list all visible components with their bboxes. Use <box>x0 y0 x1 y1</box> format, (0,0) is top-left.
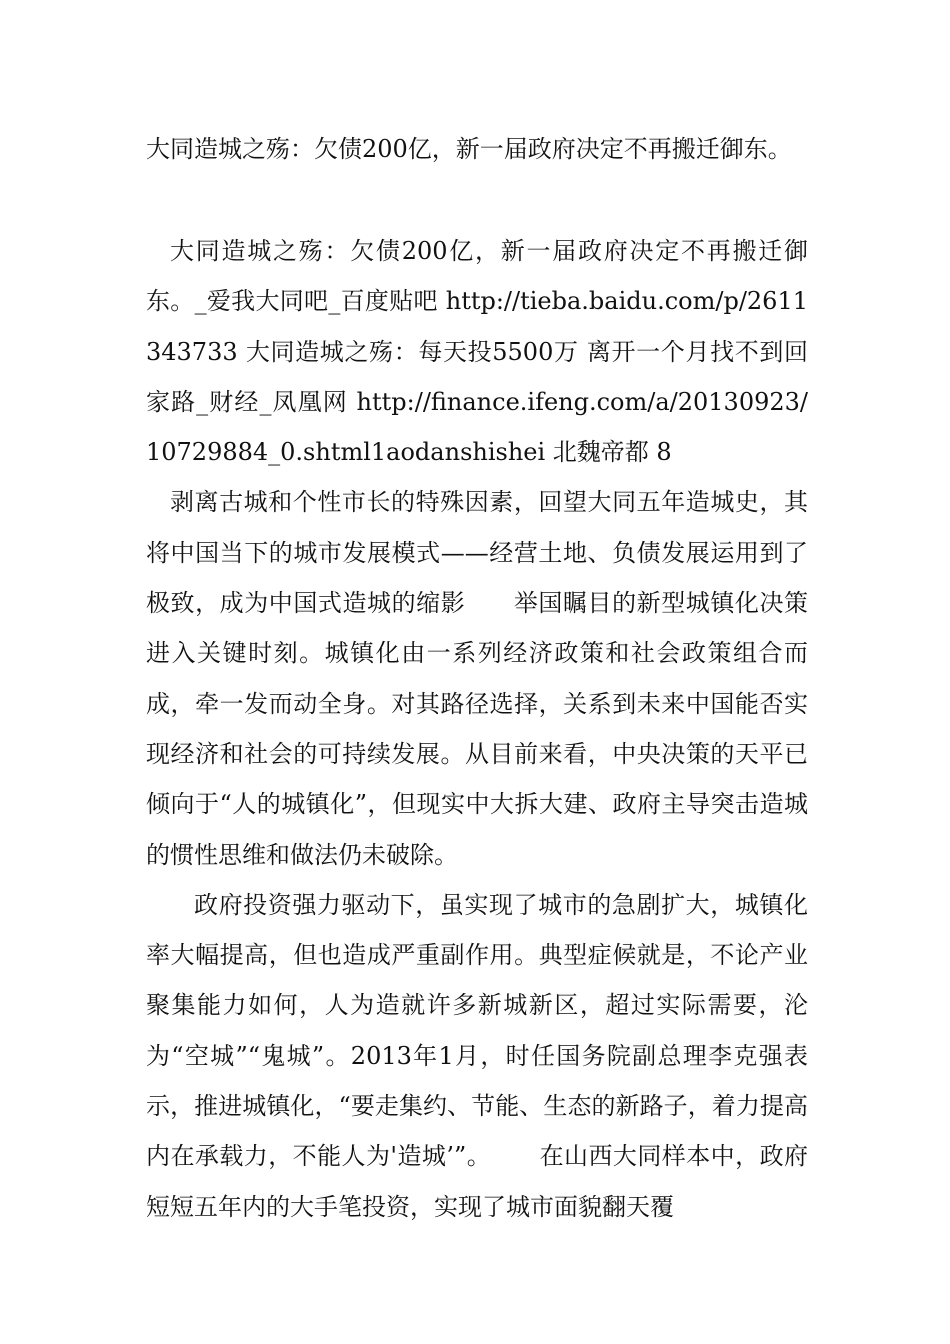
paragraph-sources: 大同造城之殇：欠债200亿，新一届政府决定不再搬迁御东。_爱我大同吧_百度贴吧 http://tieba.baidu.com/p/2611343733 大同造城之殇：每天投5500万 离开一个月找不到回家路_财经_凤凰网 http://finance.ifeng.com/a/20130923/10729884_0.shtml1aodanshishei 北魏帝都 8 <box>146 237 808 467</box>
paragraph-intro <box>146 477 808 879</box>
document-title: 大同造城之殇：欠债200亿，新一届政府决定不再搬迁御东。 <box>146 135 792 163</box>
paragraph-intro-body: 举国瞩目的新型城镇化决策进入关键时刻。城镇化由一系列经济政策和社会政策组合而成，牵一发而动全身。对其路径选择，关系到未来中国能否实现经济和社会的可持续发展。从目前来看，中央决策的天平已倾向于“人的城镇化”，但现实中大拆大建、政府主导突击造城的惯性思维和做法仍未破除。 <box>146 589 809 869</box>
paragraph-investment-body: 在山西大同样本中，政府短短五年内的大手笔投资，实现了城市面貌翻天覆 <box>146 1142 809 1221</box>
paragraph-investment-lead: 政府投资强力驱动下，虽实现了城市的急剧扩大，城镇化率大幅提高，但也造成严重副作用。典型症候就是，不论产业聚集能力如何，人为造就许多新城新区，超过实际需要，沦为“空城”“鬼城”。2013年1月，时任国务院副总理李克强表示，推进城镇化，“要走集约、节能、生态的新路子，着力提高内在承载力，不能人为'造城’”。 <box>146 890 808 1171</box>
paragraph-investment <box>146 880 808 1232</box>
paragraph-intro-lead: 剥离古城和个性市长的特殊因素，回望大同五年造城史，其将中国当下的城市发展模式——经营土地、负债发展运用到了极致，成为中国式造城的缩影 <box>146 488 808 618</box>
title-spacer <box>146 174 808 226</box>
document-page <box>146 124 808 1232</box>
